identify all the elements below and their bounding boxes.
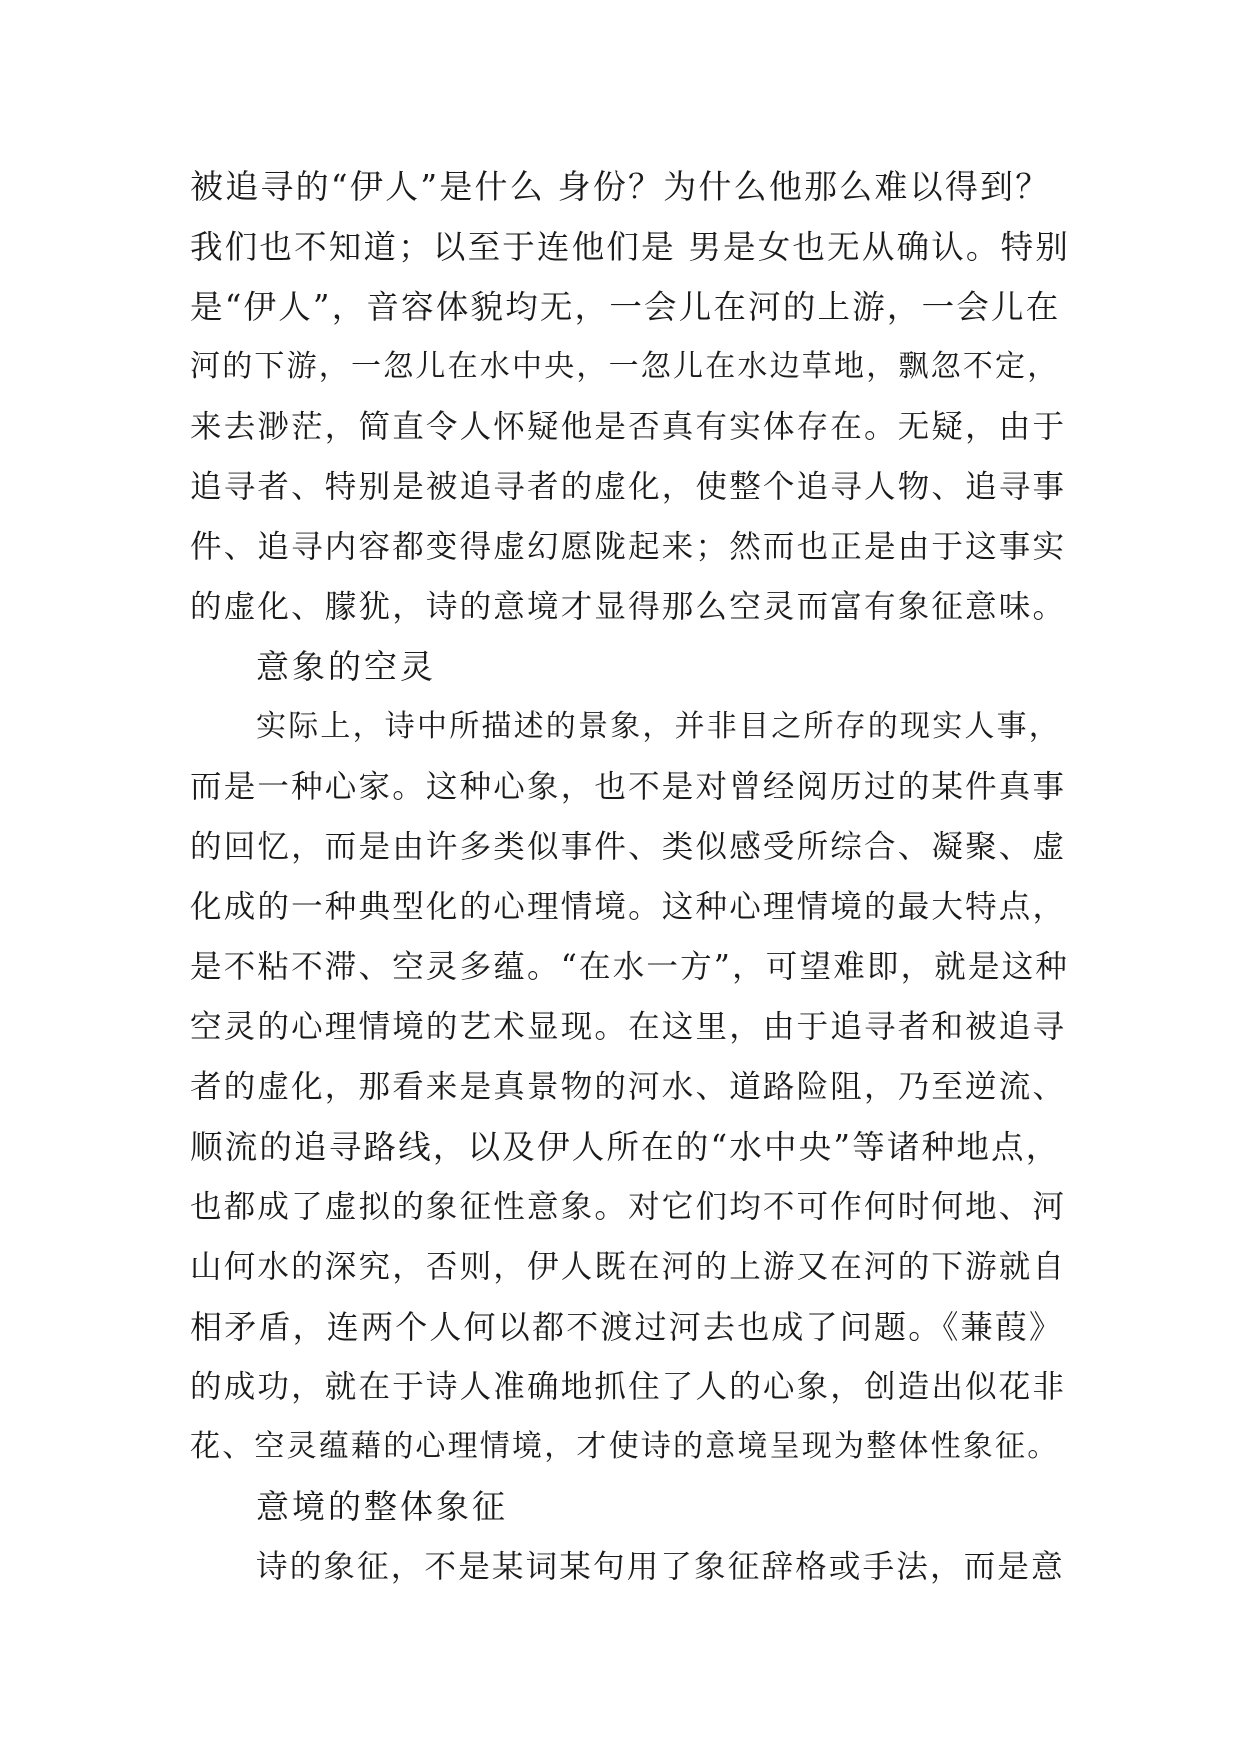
text-line: 花、空灵蕴藉的心理情境，才使诗的意境呈现为整体性象征。 bbox=[190, 1429, 1060, 1464]
text-line: 河的下游，一忽儿在水中央，一忽儿在水边草地，飘忽不定， bbox=[190, 349, 1060, 384]
section-heading: 意象的空灵 bbox=[256, 647, 436, 686]
text-line: 化成的一种典型化的心理情境。这种心理情境的最大特点， bbox=[190, 889, 1067, 925]
text-line: 山何水的深究，否则，伊人既在河的上游又在河的下游就自 bbox=[190, 1249, 1067, 1285]
paragraph-first-line: 诗的象征，不是某词某句用了象征辞格或手法，而是意 bbox=[256, 1549, 1065, 1585]
text-line: 者的虚化，那看来是真景物的河水、道路险阻，乃至逆流、 bbox=[190, 1069, 1067, 1105]
text-line: 空灵的心理情境的艺术显现。在这里，由于追寻者和被追寻 bbox=[190, 1009, 1067, 1045]
text-line: 而是一种心家。这种心象，也不是对曾经阅历过的某件真事 bbox=[190, 769, 1067, 805]
text-line: 追寻者、特别是被追寻者的虚化，使整个追寻人物、追寻事 bbox=[190, 469, 1067, 505]
text-line: 相矛盾，连两个人何以都不渡过河去也成了问题。《蒹葭》 bbox=[190, 1308, 1064, 1346]
paragraph-first-line: 实际上，诗中所描述的景象，并非目之所存的现实人事， bbox=[256, 709, 1061, 744]
text-line: 也都成了虚拟的象征性意象。对它们均不可作何时何地、河 bbox=[190, 1189, 1067, 1225]
text-line: 的虚化、朦犹，诗的意境才显得那么空灵而富有象征意味。 bbox=[190, 589, 1067, 625]
text-line: 被追寻的“伊人”是什么 身份？为什么他那么难以得到？ bbox=[190, 167, 1051, 206]
section-heading: 意境的整体象征 bbox=[256, 1487, 508, 1526]
text-line: 的成功，就在于诗人准确地抓住了人的心象，创造出似花非 bbox=[190, 1369, 1067, 1405]
text-line: 是不粘不滞、空灵多蕴。“在水一方”，可望难即，就是这种 bbox=[190, 949, 1070, 985]
text-line: 件、追寻内容都变得虚幻愿陇起来；然而也正是由于这事实 bbox=[190, 529, 1067, 565]
text-line: 是“伊人”，音容体貌均无，一会儿在河的上游，一会儿在 bbox=[190, 288, 1061, 326]
text-line: 我们也不知道；以至于连他们是 男是女也无从确认。特别 bbox=[190, 228, 1071, 266]
text-line: 顺流的追寻路线，以及伊人所在的“水中央”等诸种地点， bbox=[190, 1128, 1061, 1166]
text-line: 的回忆，而是由许多类似事件、类似感受所综合、凝聚、虚 bbox=[190, 829, 1067, 865]
text-line: 来去渺茫，简直令人怀疑他是否真有实体存在。无疑，由于 bbox=[190, 409, 1067, 445]
